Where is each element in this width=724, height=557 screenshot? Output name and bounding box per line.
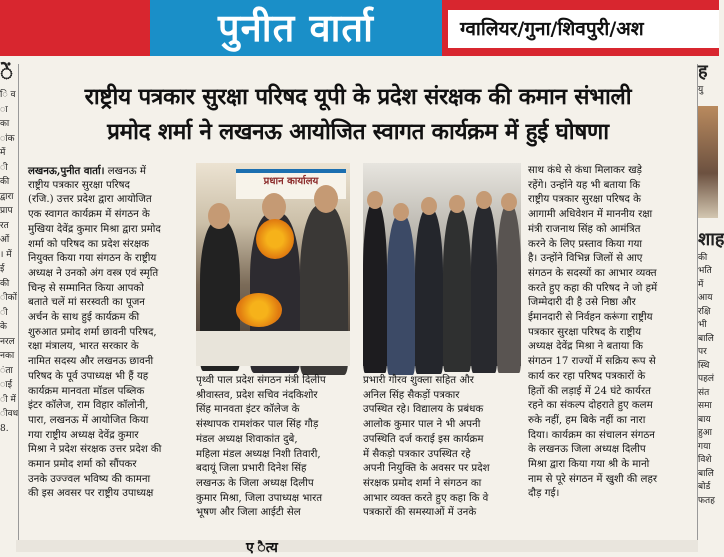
left-strip-line: ीवध	[0, 409, 19, 419]
article-line: संरक्षक प्रमोद शर्मा ने संगठन का	[363, 477, 482, 489]
left-strip-line: ओं	[0, 235, 10, 245]
person-figure	[443, 207, 471, 372]
person-figure	[387, 215, 415, 375]
right-strip-line: हुआ	[698, 428, 712, 438]
right-strip-line: गया	[698, 441, 711, 452]
right-strip-line: की	[698, 252, 708, 263]
article-line	[28, 164, 188, 180]
article-line: अपनी नियुक्ति के अवसर पर प्रदेश	[363, 463, 490, 475]
right-strip-line: बाय	[698, 414, 711, 425]
left-strip-line: में	[0, 148, 6, 158]
right-strip-line: संत	[698, 387, 710, 398]
left-strip-line: ी की	[0, 162, 10, 187]
left-strip-line: ा का	[0, 104, 10, 129]
article-line: की इस अवसर पर राष्ट्रीय उपाध्यक्ष	[28, 488, 154, 500]
person-head	[314, 185, 338, 213]
right-strip-line: भति	[698, 266, 712, 276]
article-line-text: लखनऊ में	[107, 166, 146, 177]
photo-group	[363, 163, 521, 366]
article-line: मुखिया देवेंद्र कुमार मिश्रा द्वारा प्रमोद	[28, 223, 161, 235]
article-line: नामित सदस्य और लखनऊ छावनी	[28, 356, 154, 368]
column-divider	[18, 64, 19, 542]
article-line: ईमानदारी से निर्वहन करूंगा राष्ट्रीय	[528, 312, 653, 324]
masthead	[0, 0, 719, 56]
article-line: चिन्ह से सम्मानित किया आपको	[28, 282, 144, 294]
article-line: में सैकड़ो पत्रकार उपस्थित रहे	[363, 448, 471, 460]
right-strip-line: आय	[698, 293, 713, 303]
left-strip-line: ंता	[0, 365, 13, 376]
right-adjacent-column	[698, 60, 724, 550]
left-strip-line: ांक	[0, 133, 15, 144]
headline-line-1: राष्ट्रीय पत्रकार सुरक्षा परिषद यूपी के प्रदेश संरक्षक की कमान संभाली	[84, 84, 632, 110]
article-line: है। उन्होंने विभिन्न जिलों से आए	[528, 253, 643, 265]
article-line: उनके उज्ज्वल भविष्य की कामना	[28, 473, 151, 485]
article-line: हितों की लड़ाई में 24 घंटे कार्यरत	[528, 385, 651, 397]
article-line: अध्यक्ष देवेंद्र मिश्रा ने बताया कि	[528, 341, 644, 353]
office-banner: प्रधान कार्यालय	[236, 169, 346, 199]
article-line: आगामी अधिवेशन में माननीय रक्षा	[528, 209, 653, 221]
article-line: कुमार मिश्रा, जिला उपाध्यक्ष भारत	[196, 492, 323, 504]
article-line: संगठन के सदस्यों का आभार व्यक्त	[528, 267, 657, 279]
article-line: करते हुए कहा की परिषद ने जो हमें	[528, 282, 658, 294]
article-line: कार्यक्रम मानवता मॉडल पब्लिक	[28, 385, 145, 397]
article-column-2	[196, 374, 356, 521]
left-strip-line: । में	[0, 249, 12, 260]
article-line: शर्मा को परिषद का प्रदेश संरक्षक	[28, 238, 149, 250]
article-line: उपस्थित रहे। विद्यालय के प्रबंधक	[363, 404, 484, 416]
right-strip-photo	[698, 106, 718, 218]
article-line: रहने का संकल्प दोहराते हुए कलम	[528, 400, 653, 412]
article-line: भूषण और जिला आईटी सेल	[196, 507, 301, 519]
article-line: बदायूं जिला प्रभारी दिनेश सिंह	[196, 463, 307, 475]
left-strip-line: नका	[0, 351, 15, 361]
left-strip-line: नरल	[0, 336, 15, 347]
right-strip-line: भी	[698, 320, 707, 330]
article-line: आभार व्यक्त करते हुए कहा कि वे	[363, 492, 489, 504]
article-line: राष्ट्रीय पत्रकार सुरक्षा परिषद	[28, 179, 130, 191]
article-line: अनिल सिंह सैकड़ों पत्रकार	[363, 389, 460, 401]
right-strip-heading: शाह	[698, 228, 724, 250]
right-strip-line: बालि	[698, 468, 714, 479]
right-strip-line: रक्षि	[698, 306, 711, 317]
right-strip-line: समा	[698, 401, 712, 411]
article-line: मिश्रा ने प्रदेश संरक्षक उत्तर प्रदेश की	[28, 444, 162, 456]
article-line: कमान प्रमोद शर्मा को सौंपकर	[28, 459, 137, 471]
right-strip-line: पर	[698, 347, 707, 357]
article-line: के लखनऊ जिला अध्यक्ष दिलीप	[528, 444, 646, 456]
right-strip-line: बालि	[698, 333, 714, 344]
article-line: सिंह मानवता इंटर कॉलेज के	[196, 404, 300, 416]
left-adjacent-column	[0, 60, 19, 530]
article-line: शुरुआत प्रमोद शर्मा छावनी परिषद,	[28, 326, 157, 338]
right-strip-line: पहलं	[698, 374, 714, 384]
person-head	[476, 191, 492, 209]
person-head	[421, 197, 437, 215]
article-line: अध्यक्ष ने उनको अंग वस्त्र एवं स्मृति	[28, 267, 159, 279]
left-strip-line: प्राप	[0, 206, 13, 216]
article-line: दौड़ गई।	[528, 488, 560, 500]
article-line: दिया। कार्यक्रम का संचालन संगठन	[528, 429, 655, 441]
article-line: नाम से पूरे संगठन में खुशी की लहर	[528, 473, 658, 485]
left-strip-line: ीकों	[0, 293, 17, 303]
headline-line-2: प्रमोद शर्मा ने लखनऊ आयोजित स्वागत कार्यक्रम में हुई घोषणा	[107, 119, 609, 145]
article-line: परिषद के पूर्व उपाध्यक्ष भी हैं यह	[28, 370, 149, 382]
person-figure	[415, 209, 443, 374]
article-line: कार्य कर रहा परिषद पत्रकारों के	[528, 370, 646, 382]
next-article-fragment: ए ैत्य	[246, 540, 278, 556]
article-line: (रजि.) उत्तर प्रदेश द्वारा आयोजित	[28, 194, 152, 206]
edition-cities: ग्वालियर/गुना/शिवपुरी/अश	[448, 10, 719, 48]
article-column-1	[28, 164, 188, 180]
article-line: महिला मंडल अध्यक्ष निशी तिवारी,	[196, 448, 321, 460]
article-line: राष्ट्रीय पत्रकार सुरक्षा परिषद के	[528, 194, 642, 206]
right-strip-line: स्थि	[698, 360, 710, 371]
article-column-3	[363, 374, 521, 521]
article-column-1-body	[28, 179, 188, 502]
article-line: आलोक कुमार पाल ने भी अपनी	[363, 419, 481, 431]
person-head	[393, 203, 409, 221]
article-line: करने के लिए प्रस्ताव किया गया	[528, 238, 643, 250]
article-line: बताते चलें मां सरस्वती का पूजन	[28, 297, 145, 309]
article-line: अर्चन के साथ हुई कार्यक्रम की	[28, 312, 140, 324]
article-line: गया राष्ट्रीय अध्यक्ष देवेंद्र कुमार	[28, 429, 139, 441]
person-head	[208, 203, 230, 229]
article-line: रहेंगे। उन्होंने यह भी बताया कि	[528, 179, 641, 191]
article-line: मिश्रा द्वारा किया गया श्री के मानो	[528, 459, 650, 471]
photo-felicitation	[196, 163, 350, 366]
dateline: लखनऊ,पुनीत वार्ता।	[28, 165, 105, 177]
left-strip-line: रत	[0, 220, 9, 231]
right-strip-line: में	[698, 279, 704, 290]
article-line: रुके नहीं, हम बिके नहीं का नारा	[528, 414, 646, 426]
flower-bouquet	[236, 293, 282, 327]
right-strip-heading: ह	[698, 61, 708, 82]
article-line: जिम्मेदारी दी है उसे निष्ठा और	[528, 297, 636, 309]
article-line: इंटर कॉलेज, राम विहार कॉलोनी,	[28, 400, 149, 412]
article-line: श्रीवास्तव, प्रदेश सचिव नंदकिशोर	[196, 389, 318, 401]
article-line: उपस्थिति दर्ज कराई इस कार्यक्रम	[363, 433, 484, 445]
table-cloth	[196, 331, 350, 366]
article-line: एक स्वागत कार्यक्रम में संगठन के	[28, 209, 150, 221]
right-strip-line: बोर्ड	[698, 482, 711, 492]
article-line: प्रभारी गौरव शुक्ला सहित और	[363, 375, 474, 386]
next-article-strip	[16, 540, 698, 556]
article-line: पत्रकारों की समस्याओं में उनके	[363, 507, 477, 519]
article-line: रक्षा मंत्रालय, भारत सरकार के	[28, 341, 139, 353]
newspaper-brand: पुनीत वार्ता	[150, 0, 442, 56]
flower-garland	[256, 219, 294, 259]
person-figure	[471, 203, 497, 373]
article-line: साथ कंधे से कंधा मिलाकर खड़े	[528, 165, 642, 176]
person-figure	[497, 205, 521, 373]
person-head	[262, 193, 286, 221]
left-strip-line: ि व	[0, 90, 16, 100]
left-strip-line: ाई	[0, 380, 13, 390]
article-headline	[22, 80, 694, 150]
right-strip-line: विशे	[698, 455, 712, 465]
left-strip-line: ी में	[0, 394, 16, 405]
left-strip-heading: ें	[0, 61, 14, 86]
article-line: पारा, लखनऊ में आयोजित किया	[28, 414, 149, 426]
left-strip-line: द्वारा	[0, 191, 14, 202]
article-line: मंत्री राजनाथ सिंह को आमंत्रित	[528, 223, 641, 235]
article-line: लखनऊ के जिला अध्यक्ष दिलीप	[196, 477, 314, 489]
left-strip-line: ई की	[0, 264, 10, 289]
right-strip-line: फतह	[698, 495, 715, 506]
article-line: नियुक्त किया गया संगठन के राष्ट्रीय	[28, 253, 157, 265]
article-line: पृथ्वी पाल प्रदेश संगठन मंत्री दिलीप	[196, 375, 326, 386]
person-head	[367, 191, 383, 209]
right-strip-line: यु	[698, 85, 704, 95]
article-line: संस्थापक रामशंकर पाल सिंह गौड़	[196, 419, 319, 431]
article-line: पत्रकार सुरक्षा परिषद के राष्ट्रीय	[528, 326, 642, 338]
left-strip-line: 8.	[0, 423, 9, 434]
article-line: संगठन 17 राज्यों में सक्रिय रूप से	[528, 356, 656, 368]
article-column-4	[528, 164, 692, 502]
article-line: मंडल अध्यक्ष शिवाकांत दुबे,	[196, 433, 298, 445]
person-head	[449, 195, 465, 213]
person-head	[501, 193, 517, 211]
person-figure	[363, 203, 387, 373]
left-strip-line: ी के	[0, 307, 8, 332]
